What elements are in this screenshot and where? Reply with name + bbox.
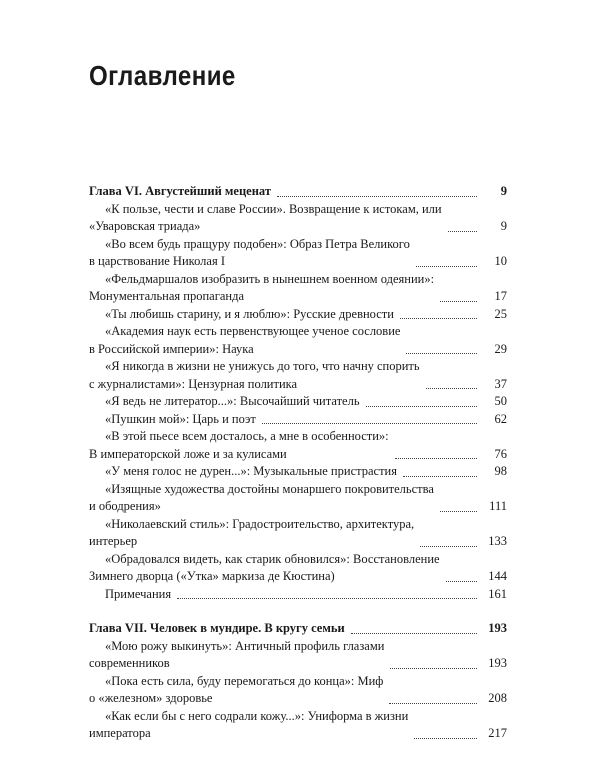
dot-leader: [395, 458, 477, 459]
entry-line-1: «Академия наук есть первенствующее ученое сословие: [105, 324, 401, 338]
dot-leader: [426, 388, 477, 389]
entry-line-1: «Пока есть сила, буду перемогаться до конца»: Миф: [105, 673, 384, 688]
page-number: 98: [494, 464, 507, 478]
entry-line-1: «К пользе, чести и славе России». Возвращение к истокам, или: [105, 201, 442, 216]
entry-line-1: «Фельдмаршалов изобразить в нынешнем военном одеянии»:: [105, 271, 435, 286]
dot-leader: [390, 668, 477, 669]
entry-line-1: «Николаевский стиль»: Градостроительство, архитектура,: [105, 516, 415, 531]
dot-leader: [351, 633, 477, 634]
page-number: 193: [488, 621, 507, 635]
entry-line-2: с журналистами»: Цензурная политика: [89, 376, 298, 391]
toc-entry[interactable]: [89, 586, 507, 604]
toc-entry[interactable]: [89, 463, 507, 481]
entry-line-1: «Ты любишь старину, и я люблю»: Русские древности: [105, 306, 394, 321]
entry-line-1: «У меня голос не дурен...»: Музыкальные пристрастия: [105, 464, 397, 478]
toc-entry[interactable]: [89, 673, 507, 708]
dot-leader: [177, 598, 477, 599]
toc-entry[interactable]: [89, 551, 507, 586]
table-of-contents: [89, 183, 507, 760]
page-number: 9: [500, 219, 507, 233]
entry-line-1: «Я никогда в жизни не унижусь до того, что начну спорить: [105, 359, 420, 373]
page-number: 133: [488, 534, 507, 548]
dot-leader: [420, 546, 477, 547]
page-number: 217: [488, 726, 507, 740]
toc-entry[interactable]: [89, 411, 507, 429]
toc-entry[interactable]: [89, 481, 507, 516]
entry-line-1: «Я ведь не литератор...»: Высочайший читатель: [105, 394, 360, 408]
dot-leader: [366, 406, 477, 407]
dot-leader: [389, 703, 477, 704]
page-number: 111: [489, 499, 507, 513]
page-number: 193: [488, 656, 507, 670]
page-title: Оглавление: [89, 60, 236, 91]
dot-leader: [448, 231, 477, 232]
page-number: 144: [488, 569, 507, 583]
toc-entry[interactable]: [89, 708, 507, 743]
entry-line-1: «Как если бы с него содрали кожу...»: Униформа в жизни: [105, 708, 409, 723]
page-number: 37: [494, 376, 507, 391]
toc-entry[interactable]: [89, 358, 507, 393]
toc-entry[interactable]: [89, 271, 507, 306]
chapter-heading[interactable]: [89, 183, 507, 201]
entry-line-2: и ободрения»: [89, 499, 161, 513]
page-number: 9: [500, 184, 507, 198]
page-number: 25: [494, 306, 507, 321]
chapter-7: [89, 620, 507, 743]
entry-line-2: императора: [89, 726, 151, 740]
page-number: 62: [494, 411, 507, 426]
page-number: 10: [494, 254, 507, 268]
dot-leader: [416, 266, 477, 267]
entry-line-2: В императорской ложе и за кулисами: [89, 446, 287, 461]
entry-line-2: интерьер: [89, 534, 138, 548]
page-number: 161: [488, 586, 507, 601]
entry-line-1: «Обрадовался видеть, как старик обновился»: Восстановление: [105, 551, 440, 566]
page-number: 76: [494, 446, 507, 461]
toc-entry[interactable]: [89, 306, 507, 324]
entry-line-2: Зимнего дворца («Утка» маркиза де Кюстина): [89, 569, 335, 583]
entry-line-2: в Российской империи»: Наука: [89, 341, 254, 356]
page-number: 208: [488, 691, 507, 705]
entry-line-2: современников: [89, 656, 170, 670]
dot-leader: [440, 511, 477, 512]
page-number: 29: [494, 341, 507, 356]
entry-line-2: «Уваровская триада»: [89, 219, 201, 233]
entry-line-2: Монументальная пропаганда: [89, 289, 244, 303]
chapter-title: Глава VI. Августейший меценат: [89, 184, 271, 198]
chapter-6: [89, 183, 507, 603]
toc-entry[interactable]: [89, 323, 507, 358]
dot-leader: [403, 476, 477, 477]
chapter-title: Глава VII. Человек в мундире. В кругу семьи: [89, 621, 345, 635]
entry-line-1: Примечания: [105, 586, 172, 601]
toc-entry[interactable]: [89, 236, 507, 271]
dot-leader: [440, 301, 477, 302]
page-number: 50: [494, 394, 507, 408]
dot-leader: [277, 196, 477, 197]
toc-entry[interactable]: [89, 638, 507, 673]
entry-line-1: «В этой пьесе всем досталось, а мне в особенности»:: [105, 429, 389, 443]
entry-line-1: «Изящные художества достойны монаршего покровительства: [105, 481, 434, 496]
entry-line-2: в царствование Николая I: [89, 254, 225, 268]
page-number: 17: [494, 289, 507, 303]
chapter-heading[interactable]: [89, 620, 507, 638]
toc-entry[interactable]: [89, 201, 507, 236]
entry-line-1: «Во всем будь пращуру подобен»: Образ Петра Великого: [105, 236, 410, 251]
entry-line-1: «Пушкин мой»: Царь и поэт: [105, 411, 256, 426]
dot-leader: [262, 423, 477, 424]
entry-line-1: «Мою рожу выкинуть»: Античный профиль глазами: [105, 638, 385, 653]
dot-leader: [414, 738, 477, 739]
entry-line-2: о «железном» здоровье: [89, 691, 213, 705]
dot-leader: [400, 318, 477, 319]
dot-leader: [406, 353, 477, 354]
toc-entry[interactable]: [89, 516, 507, 551]
toc-entry[interactable]: [89, 393, 507, 411]
toc-entry[interactable]: [89, 428, 507, 463]
dot-leader: [446, 581, 477, 582]
